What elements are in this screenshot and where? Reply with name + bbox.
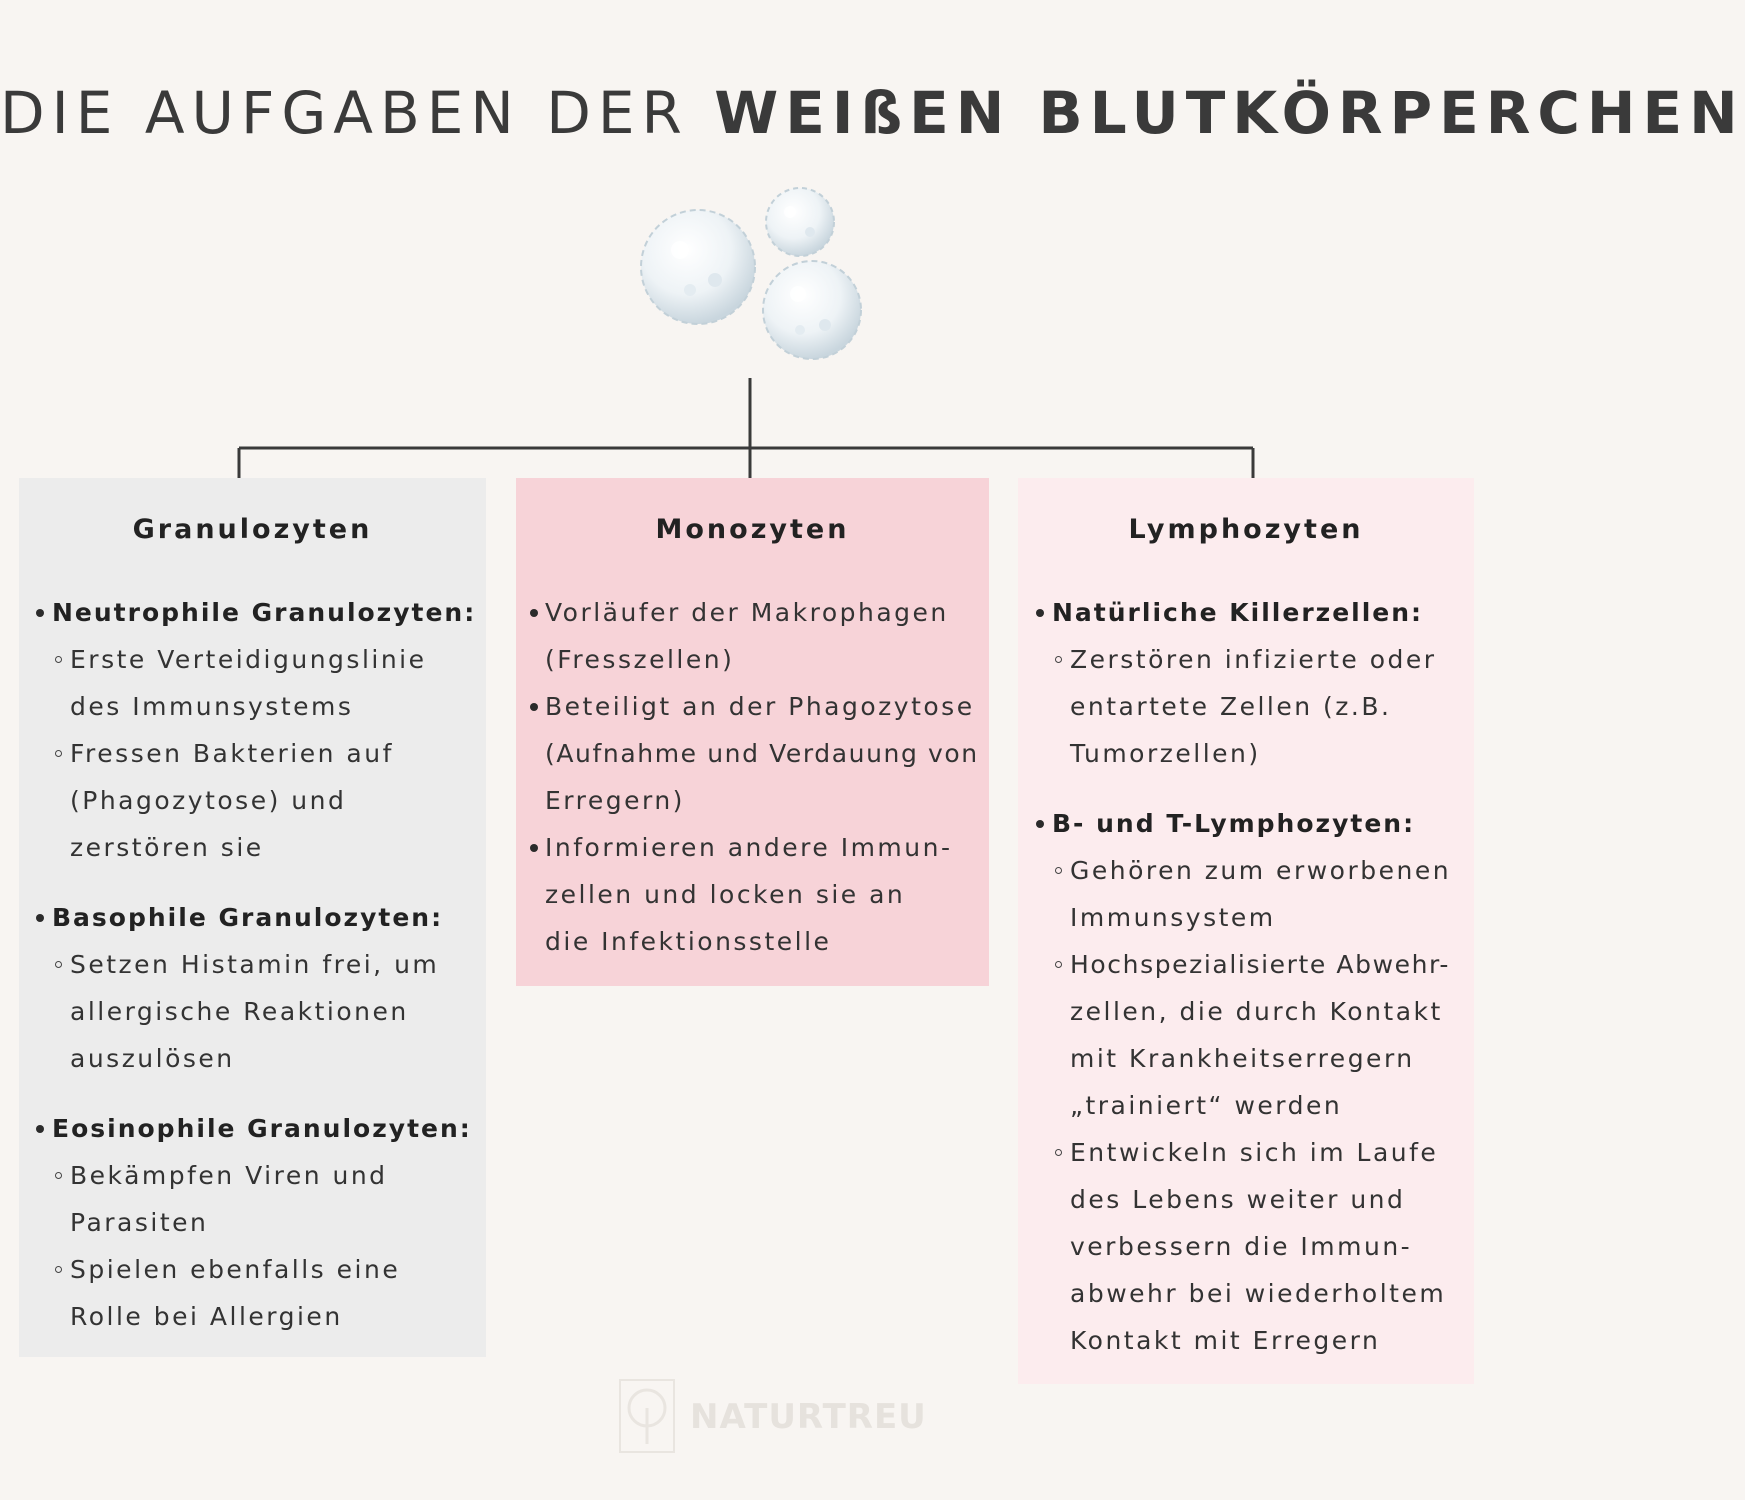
list-item: die Infektionsstelle — [545, 927, 832, 956]
list-item: Tumorzellen) — [1070, 739, 1261, 768]
list-item: mit Krankheitserregern — [1070, 1044, 1415, 1073]
list-item: Setzen Histamin frei, um — [70, 950, 440, 979]
list-item: zellen und locken sie an — [545, 880, 906, 909]
bullet-dot — [1036, 609, 1044, 617]
subtype-title: Natürliche Killerzellen: — [1052, 598, 1424, 627]
list-item: Beteiligt an der Phagozytose — [545, 692, 975, 721]
sub-bullet — [55, 656, 62, 663]
bullet-dot — [36, 609, 44, 617]
subtype-title: Neutrophile Granulozyten: — [52, 598, 477, 627]
brand-logo-text: NATURTREU — [690, 1397, 927, 1437]
list-item: Informieren andere Immun- — [545, 833, 953, 862]
sub-bullet — [1055, 961, 1062, 968]
list-item: des Immunsystems — [70, 692, 354, 721]
title-bold: WEIßEN BLUTKÖRPERCHEN — [714, 79, 1745, 147]
sub-bullet — [1055, 656, 1062, 663]
bullet-dot — [1036, 820, 1044, 828]
bullet-dot — [530, 703, 538, 711]
list-item: Erste Verteidigungslinie — [70, 645, 427, 674]
sub-bullet — [1055, 867, 1062, 874]
tree-connector — [0, 0, 1500, 500]
list-item: „trainiert“ werden — [1070, 1091, 1343, 1120]
list-item: Vorläufer der Makrophagen — [545, 598, 949, 627]
list-item: Rolle bei Allergien — [70, 1302, 343, 1331]
list-item: (Phagozytose) und — [70, 786, 347, 815]
list-item: entartete Zellen (z.B. — [1070, 692, 1392, 721]
subtype-title: B- und T-Lymphozyten: — [1052, 809, 1416, 838]
list-item: zerstören sie — [70, 833, 264, 862]
list-item: abwehr bei wiederholtem — [1070, 1279, 1447, 1308]
bullet-dot — [36, 914, 44, 922]
tree-logo-icon — [618, 1378, 676, 1454]
list-item: Zerstören infizierte oder — [1070, 645, 1437, 674]
bullet-dot — [530, 609, 538, 617]
list-item: Parasiten — [70, 1208, 209, 1237]
list-item: Kontakt mit Erregern — [1070, 1326, 1381, 1355]
sub-bullet — [55, 750, 62, 757]
list-item: (Fresszellen) — [545, 645, 735, 674]
list-item: verbessern die Immun- — [1070, 1232, 1413, 1261]
list-item: (Aufnahme und Verdauung von — [545, 739, 979, 768]
list-item: Entwickeln sich im Laufe — [1070, 1138, 1439, 1167]
list-item: Bekämpfen Viren und — [70, 1161, 388, 1190]
monozyten-heading: Monozyten — [655, 514, 850, 545]
sub-bullet — [55, 1266, 62, 1273]
granulozyten-heading: Granulozyten — [132, 514, 373, 545]
list-item: des Lebens weiter und — [1070, 1185, 1406, 1214]
list-item: Immunsystem — [1070, 903, 1276, 932]
list-item: allergische Reaktionen — [70, 997, 409, 1026]
bullet-dot — [530, 844, 538, 852]
title-light: DIE AUFGABEN DER — [0, 79, 715, 147]
sub-bullet — [55, 961, 62, 968]
bullet-dot — [36, 1125, 44, 1133]
list-item: Erregern) — [545, 786, 685, 815]
list-item: Hochspezialisierte Abwehr- — [1070, 950, 1450, 979]
sub-bullet — [1055, 1149, 1062, 1156]
list-item: zellen, die durch Kontakt — [1070, 997, 1443, 1026]
list-item: Gehören zum erworbenen — [1070, 856, 1452, 885]
subtype-title: Eosinophile Granulozyten: — [52, 1114, 472, 1143]
list-item: Fressen Bakterien auf — [70, 739, 394, 768]
list-item: auszulösen — [70, 1044, 235, 1073]
sub-bullet — [55, 1172, 62, 1179]
lymphozyten-heading: Lymphozyten — [1128, 514, 1364, 545]
list-item: Spielen ebenfalls eine — [70, 1255, 401, 1284]
subtype-title: Basophile Granulozyten: — [52, 903, 444, 932]
